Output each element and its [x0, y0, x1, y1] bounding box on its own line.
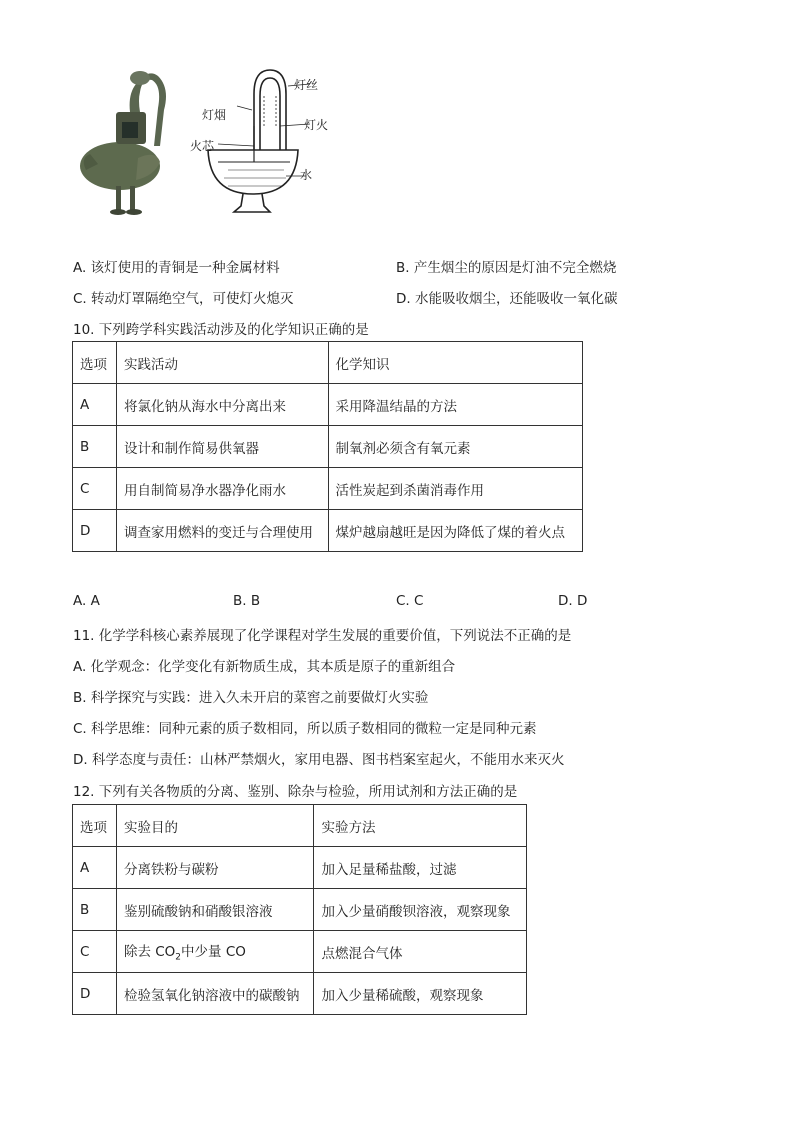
table-cell: 调查家用燃料的变迁与合理使用	[116, 510, 328, 552]
table-cell: 选项	[73, 342, 117, 384]
co-text: 中少量 CO	[181, 944, 246, 961]
table-cell: 采用降温结晶的方法	[328, 384, 582, 426]
table-cell: 实验目的	[116, 805, 314, 847]
table-cell: 实践活动	[116, 342, 328, 384]
q11-stem: 11. 化学学科核心素养展现了化学课程对学生发展的重要价值，下列说法不正确的是	[73, 628, 572, 644]
q11-option-a: A. 化学观念：化学变化有新物质生成，其本质是原子的重新组合	[73, 659, 456, 675]
bronze-lamp-photo	[80, 71, 166, 215]
q11-option-c: C. 科学思维：同种元素的质子数相同，所以质子数相同的微粒一定是同种元素	[73, 721, 537, 737]
table-cell: 鉴别硫酸钠和硝酸银溶液	[116, 889, 314, 931]
q10-stem: 10. 下列跨学科实践活动涉及的化学知识正确的是	[73, 322, 369, 338]
q10-option-b: B. B	[233, 593, 261, 609]
table-cell: 点燃混合气体	[314, 931, 527, 973]
label-smoke: 灯烟	[202, 108, 227, 122]
q9-option-a: A. 该灯使用的青铜是一种金属材料	[73, 260, 280, 276]
q9-option-d: D. 水能吸收烟尘，还能吸收一氧化碳	[396, 291, 618, 307]
table-row	[73, 510, 583, 552]
table-cell: 用自制简易净水器净化雨水	[116, 468, 328, 510]
table-cell: 煤炉越扇越旺是因为降低了煤的着火点	[328, 510, 582, 552]
label-wick: 火芯	[190, 139, 215, 153]
table-cell: 加入足量稀盐酸，过滤	[314, 847, 527, 889]
table-cell: 分离铁粉与碳粉	[116, 847, 314, 889]
table-cell: 实验方法	[314, 805, 527, 847]
q12-table	[72, 804, 527, 1015]
table-header-row	[73, 805, 527, 847]
table-cell: D	[73, 510, 117, 552]
table-cell: D	[73, 973, 117, 1015]
q12-stem: 12. 下列有关各物质的分离、鉴别、除杂与检验，所用试剂和方法正确的是	[73, 784, 518, 800]
table-row	[73, 426, 583, 468]
table-cell: 将氯化钠从海水中分离出来	[116, 384, 328, 426]
q10-option-c: C. C	[396, 593, 424, 609]
table-cell: 活性炭起到杀菌消毒作用	[328, 468, 582, 510]
table-cell: 选项	[73, 805, 117, 847]
lamp-figure	[78, 66, 338, 226]
label-filament: 灯丝	[294, 78, 319, 92]
table-cell: B	[73, 889, 117, 931]
table-cell: 检验氢氧化钠溶液中的碳酸钠	[116, 973, 314, 1015]
q10-option-d: D. D	[558, 593, 588, 609]
table-header-row	[73, 342, 583, 384]
table-cell: 化学知识	[328, 342, 582, 384]
table-row	[73, 468, 583, 510]
label-flame: 灯火	[304, 118, 329, 132]
table-row	[73, 384, 583, 426]
q11-option-b: B. 科学探究与实践：进入久未开启的菜窖之前要做灯火实验	[73, 690, 429, 706]
label-water: 水	[300, 168, 313, 182]
table-cell: A	[73, 847, 117, 889]
q10-option-a: A. A	[73, 593, 100, 609]
q9-option-c: C. 转动灯罩隔绝空气，可使灯火熄灭	[73, 291, 294, 307]
co2-text: 除去 CO	[123, 944, 176, 961]
table-cell: C	[73, 468, 117, 510]
table-row	[73, 931, 527, 973]
q10-table	[72, 341, 583, 552]
table-cell: 制氧剂必须含有氧元素	[328, 426, 582, 468]
table-row	[73, 889, 527, 931]
q11-option-d: D. 科学态度与责任：山林严禁烟火，家用电器、图书档案室起火，不能用水来灭火	[73, 752, 565, 768]
table-cell: 加入少量稀硫酸，观察现象	[314, 973, 527, 1015]
table-cell: 加入少量硝酸钡溶液，观察现象	[314, 889, 527, 931]
table-row	[73, 847, 527, 889]
table-cell: 设计和制作简易供氧器	[116, 426, 328, 468]
table-row	[73, 973, 527, 1015]
table-cell: A	[73, 384, 117, 426]
table-cell: B	[73, 426, 117, 468]
table-cell	[116, 931, 314, 973]
table-cell: C	[73, 931, 117, 973]
subscript-2: 2	[175, 952, 182, 963]
q9-option-b: B. 产生烟尘的原因是灯油不完全燃烧	[396, 260, 617, 276]
